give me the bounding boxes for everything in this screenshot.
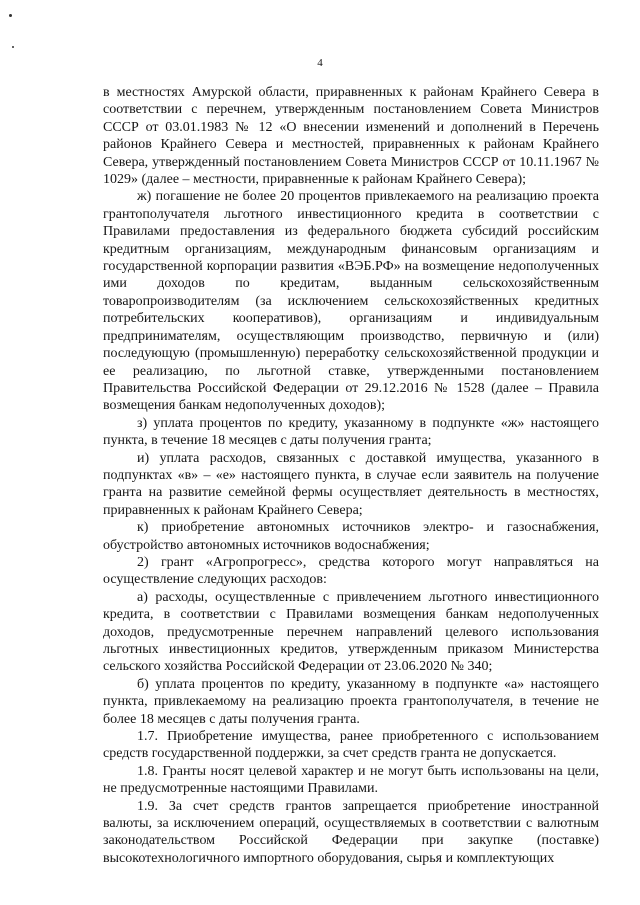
paragraph-continuation: в местностях Амурской области, приравненных к районам Крайнего Севера в соответствии с перечнем, утвержденным постановлением Совета Министров СССР от 03.01.1983 № 12 «О внесении изменений и дополнений в Перечень районов Крайнего Севера и местностей, приравненных к районам Крайнего Севера, утвержденный постановлением Совета Министров СССР от 10.11.1967 № 1029» (далее – местности, приравненные к районам Крайнего Севера); — [103, 85, 599, 188]
page-number: 4 — [317, 57, 323, 69]
scan-speck — [12, 46, 14, 48]
paragraph-1-8: 1.8. Гранты носят целевой характер и не могут быть использованы на цели, не предусмотренные настоящими Правилами. — [103, 763, 599, 797]
paragraph-item-zh: ж) погашение не более 20 процентов привлекаемого на реализацию проекта грантополучателя льготного инвестиционного кредита в соответствии с Правилами предоставления из федерального бюджета субсидий российским кредитным организациям, международным финансовым организациям и государственной корпорации развития «ВЭБ.РФ» на возмещение недополученных ими доходов по кредитам, выданным сельскохозяйственным товаропроизводителям (за исключением сельскохозяйственных кредитных потребительских кооперативов), организациям и индивидуальным предпринимателям, осуществляющим производство, первичную и (или) последующую (промышленную) переработку сельскохозяйственной продукции и ее реализацию, по льготной ставке, утвержденными постановлением Правительства Российской Федерации от 29.12.2016 № 1528 (далее – Правила возмещения банкам недополученных доходов); — [103, 189, 599, 414]
paragraph-item-i: и) уплата расходов, связанных с доставкой имущества, указанного в подпунктах «в» – «е» настоящего пункта, в случае если заявитель на получение гранта на развитие семейной фермы осуществляет деятельность в местностях, приравненных к районам Крайнего Севера; — [103, 450, 599, 518]
paragraph-item-a: а) расходы, осуществленные с привлечением льготного инвестиционного кредита, в соответствии с Правилами возмещения банкам недополученных доходов, предусмотренные перечнем направлений целевого использования льготных инвестиционных кредитов, утвержденным приказом Министерства сельского хозяйства Российской Федерации от 23.06.2020 № 340; — [103, 589, 599, 675]
paragraph-1-9: 1.9. За счет средств грантов запрещается приобретение иностранной валюты, за исключением операций, осуществляемых в соответствии с валютным законодательством Российской Федерации при закупке (поставке) высокотехнологичного импортного оборудования, сырья и комплектующих — [103, 798, 599, 866]
paragraph-item-2: 2) грант «Агропрогресс», средства которого могут направляться на осуществление следующих расходов: — [103, 554, 599, 588]
paragraph-item-z: з) уплата процентов по кредиту, указанному в подпункте «ж» настоящего пункта, в течение 18 месяцев с даты получения гранта; — [103, 415, 599, 449]
paragraph-1-7: 1.7. Приобретение имущества, ранее приобретенного с использованием средств государственной поддержки, за счет средств гранта не допускается. — [103, 729, 599, 762]
scan-speck — [9, 14, 12, 17]
paragraph-item-b: б) уплата процентов по кредиту, указанному в подпункте «а» настоящего пункта, привлекаемому на реализацию проекта грантополучателя, в течение не более 18 месяцев с даты получения гранта. — [103, 676, 599, 727]
document-body — [103, 84, 599, 867]
paragraph-item-k: к) приобретение автономных источников электро- и газоснабжения, обустройство автономных источников водоснабжения; — [103, 520, 599, 553]
